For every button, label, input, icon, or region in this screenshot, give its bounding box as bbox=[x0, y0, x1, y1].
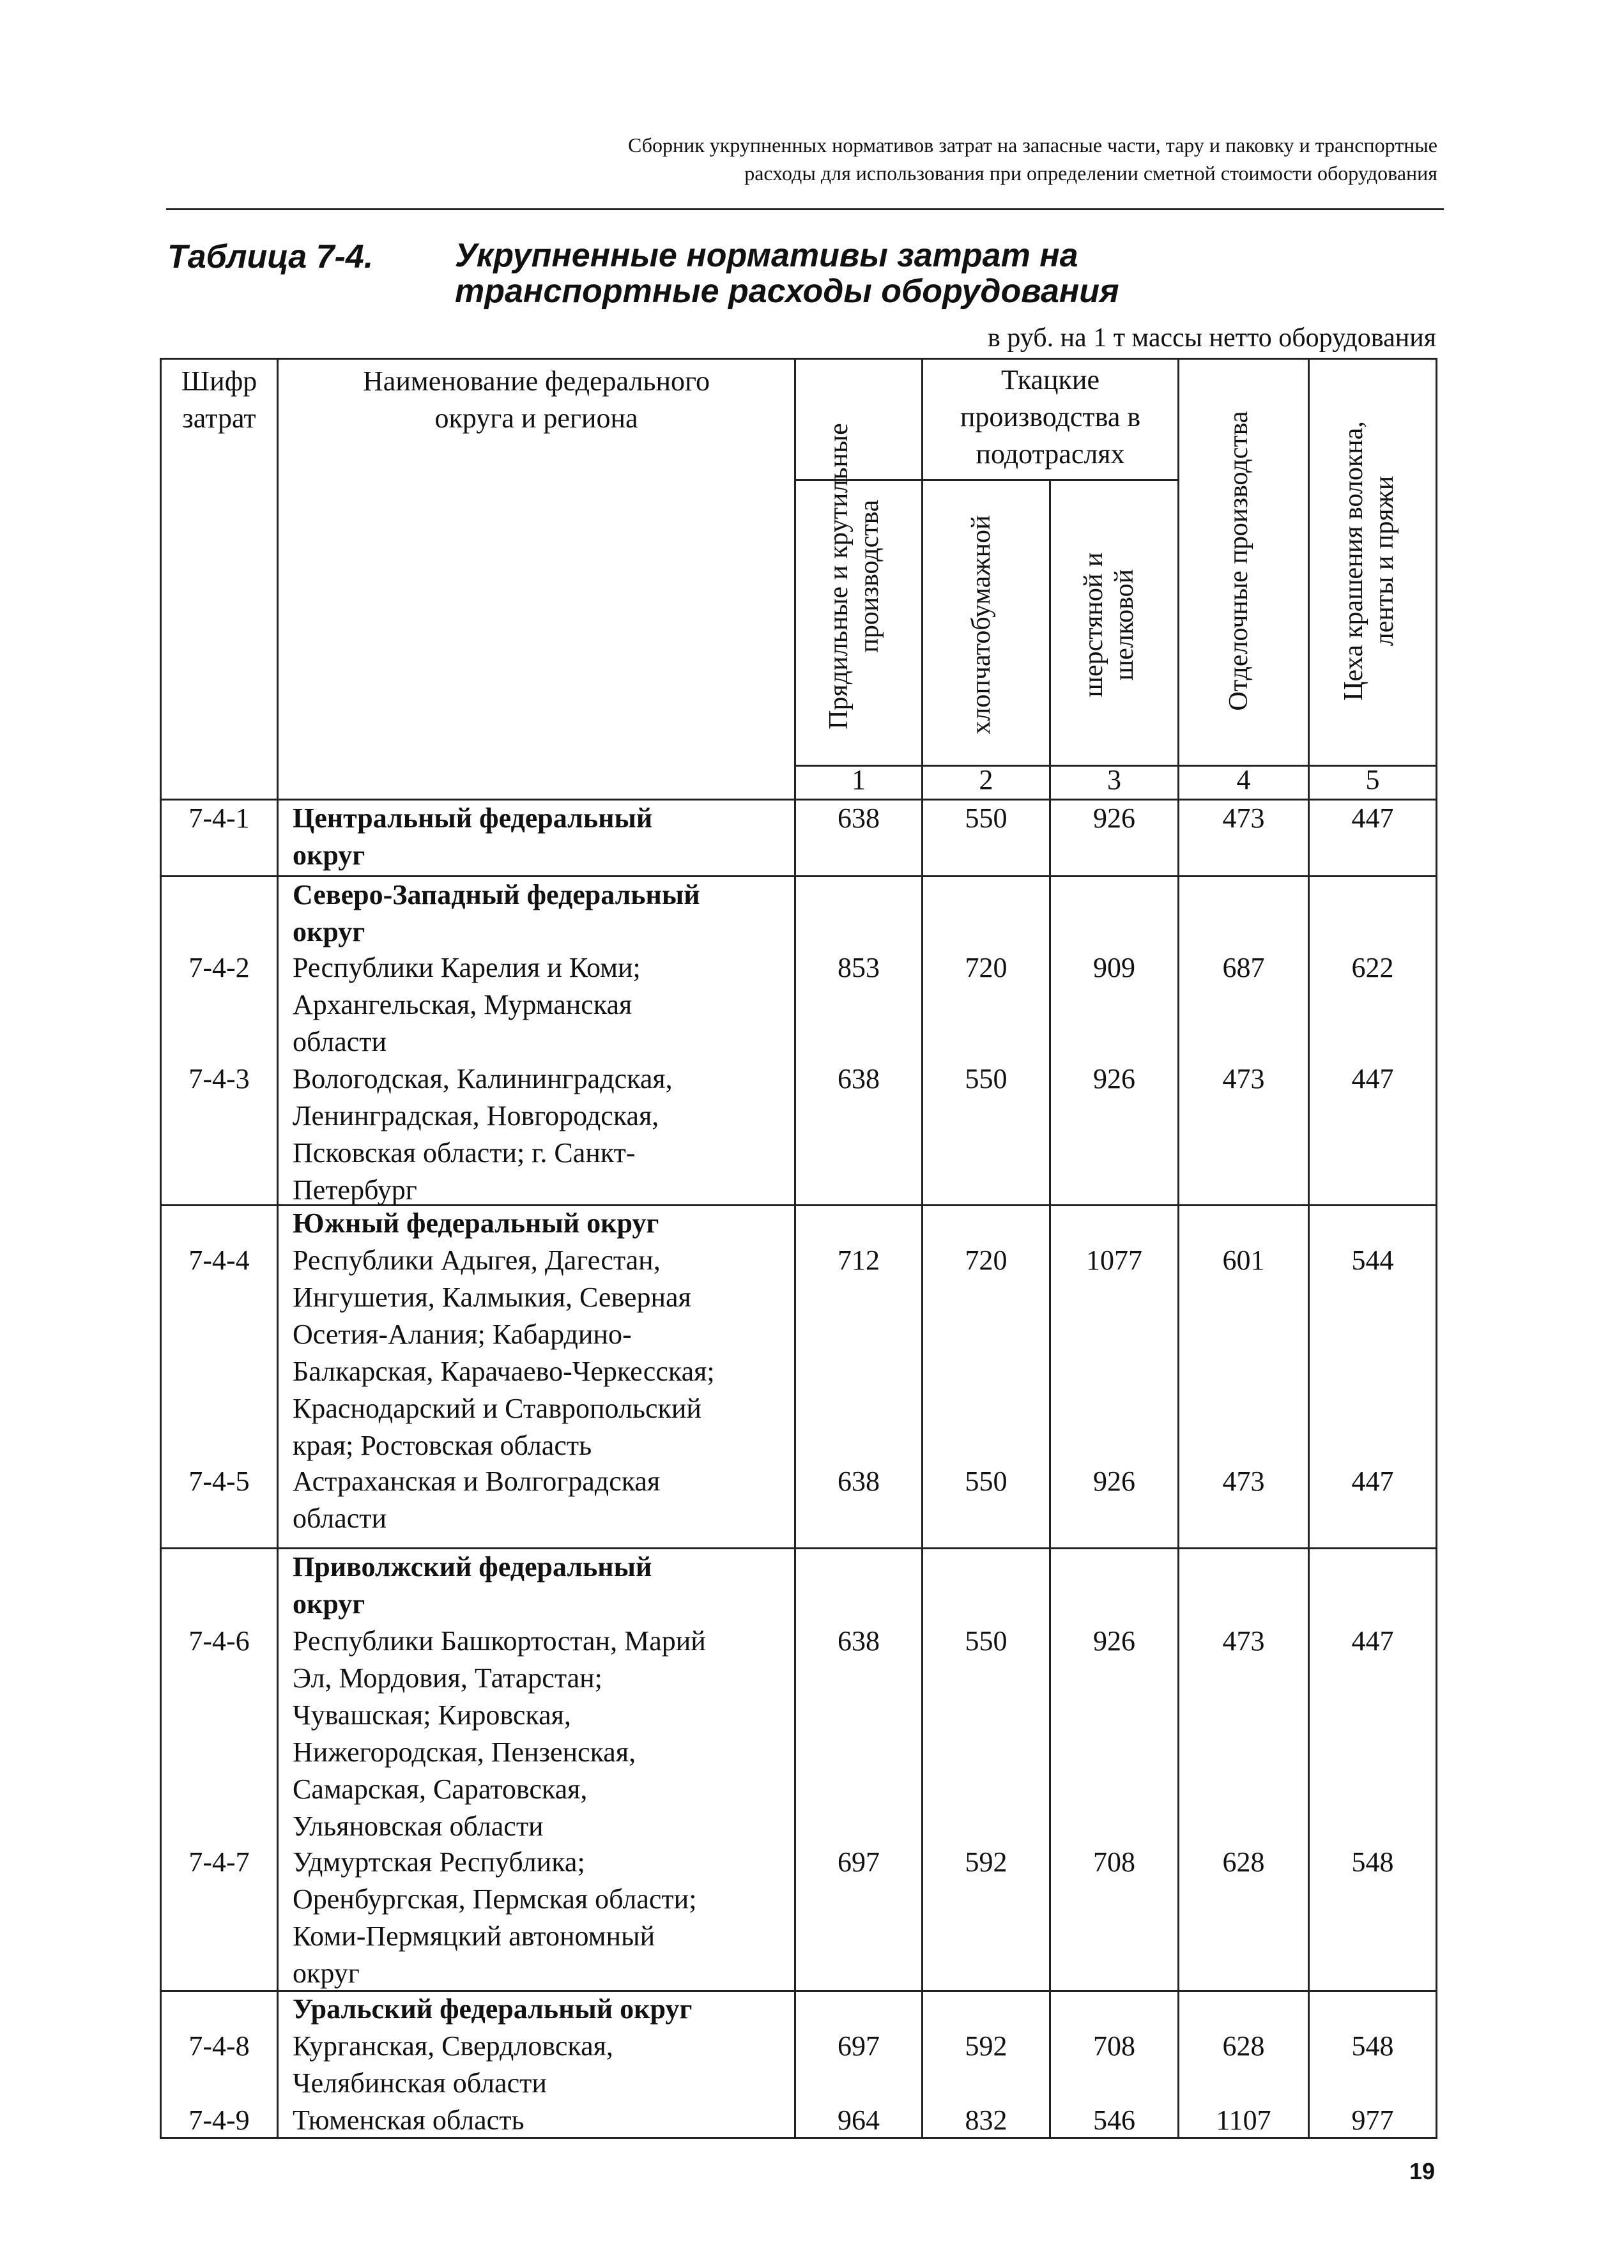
row-code: 7-4-2 bbox=[188, 952, 250, 983]
row-value: 977 bbox=[1351, 2104, 1394, 2136]
column-header-weaving: Ткацкие производства в подотраслях bbox=[960, 364, 1141, 470]
row-value: 926 bbox=[1093, 802, 1135, 834]
column-number: 3 bbox=[1107, 764, 1121, 795]
row-value: 926 bbox=[1093, 1625, 1135, 1657]
column-number: 1 bbox=[852, 764, 866, 795]
row-value: 548 bbox=[1351, 2030, 1394, 2062]
column-header-spinning: Прядильные и крутильные производства bbox=[824, 423, 884, 730]
row-value: 720 bbox=[965, 1245, 1007, 1276]
row-value: 1077 bbox=[1086, 1245, 1142, 1276]
row-value: 708 bbox=[1093, 2030, 1135, 2062]
row-value: 473 bbox=[1222, 1466, 1265, 1497]
column-header-wool-silk: шерстяной и шелковой bbox=[1079, 552, 1139, 698]
row-value: 638 bbox=[838, 802, 880, 834]
data-table bbox=[160, 358, 1437, 2139]
column-header-finishing: Отделочные производства bbox=[1224, 411, 1253, 711]
row-code: 7-4-6 bbox=[188, 1625, 250, 1657]
row-code: 7-4-4 bbox=[188, 1245, 250, 1276]
row-value: 548 bbox=[1351, 1846, 1394, 1878]
row-value: 622 bbox=[1351, 952, 1394, 983]
row-code: 7-4-8 bbox=[188, 2030, 250, 2062]
district-heading: Северо-Западный федеральный округ bbox=[293, 879, 700, 947]
row-value: 853 bbox=[838, 952, 880, 983]
table-label: Таблица 7-4. bbox=[167, 238, 374, 275]
row-value: 697 bbox=[838, 2030, 880, 2062]
district-heading: Южный федеральный округ bbox=[293, 1207, 659, 1239]
row-value: 712 bbox=[838, 1245, 880, 1276]
row-value: 697 bbox=[838, 1846, 880, 1878]
units-note: в руб. на 1 т массы нетто оборудования bbox=[987, 323, 1436, 353]
row-name: Вологодская, Калининградская, Ленинградская, Новгородская, Псковская области; г. Санкт- Петербург bbox=[293, 1063, 673, 1206]
header-line-1: Сборник укрупненных нормативов затрат на запасные части, тару и паковку и транспортные bbox=[627, 134, 1437, 157]
row-code: 7-4-9 bbox=[188, 2104, 250, 2136]
column-number: 5 bbox=[1365, 764, 1380, 795]
row-value: 546 bbox=[1093, 2104, 1135, 2136]
row-code: 7-4-1 bbox=[188, 802, 250, 834]
row-value: 473 bbox=[1222, 1625, 1265, 1657]
row-value: 447 bbox=[1351, 1063, 1394, 1094]
column-header-name: Наименование федерального округа и региона bbox=[363, 365, 710, 434]
row-value: 628 bbox=[1222, 2030, 1265, 2062]
row-value: 550 bbox=[965, 1625, 1007, 1657]
column-header-dyeing: Цеха крашения волокна, ленты и пряжи bbox=[1339, 421, 1399, 701]
table-title: Укрупненные нормативы затрат на транспортные расходы оборудования bbox=[455, 237, 1119, 310]
row-value: 926 bbox=[1093, 1063, 1135, 1094]
row-value: 638 bbox=[838, 1625, 880, 1657]
row-name: Центральный федеральный округ bbox=[293, 802, 653, 871]
row-code: 7-4-5 bbox=[188, 1466, 250, 1497]
column-header-code: Шифр затрат bbox=[181, 365, 257, 434]
row-value: 473 bbox=[1222, 1063, 1265, 1094]
row-value: 832 bbox=[965, 2104, 1007, 2136]
row-name: Республики Башкортостан, Марий Эл, Мордовия, Татарстан; Чувашская; Кировская, Нижегородская, Пензенская, Самарская, Саратовская, Ульяновская области bbox=[293, 1625, 706, 1842]
row-name: Курганская, Свердловская, Челябинская области bbox=[293, 2030, 613, 2099]
district-heading: Уральский федеральный округ bbox=[293, 1993, 693, 2025]
row-name: Республики Адыгея, Дагестан, Ингушетия, Калмыкия, Северная Осетия-Алания; Кабардино- Балкарская, Карачаево-Черкесская; Краснодарский и Ставропольский края; Ростовская область bbox=[293, 1245, 715, 1461]
row-value: 638 bbox=[838, 1466, 880, 1497]
row-value: 447 bbox=[1351, 1625, 1394, 1657]
row-value: 447 bbox=[1351, 1466, 1394, 1497]
row-code: 7-4-7 bbox=[188, 1846, 250, 1878]
row-name: Республики Карелия и Коми; Архангельская, Мурманская области bbox=[293, 952, 641, 1057]
header-line-2: расходы для использования при определении сметной стоимости оборудования bbox=[744, 162, 1437, 185]
row-value: 1107 bbox=[1216, 2104, 1271, 2136]
row-value: 638 bbox=[838, 1063, 880, 1094]
row-value: 550 bbox=[965, 1466, 1007, 1497]
row-value: 550 bbox=[965, 802, 1007, 834]
row-value: 964 bbox=[838, 2104, 880, 2136]
row-code: 7-4-3 bbox=[188, 1063, 250, 1094]
row-value: 687 bbox=[1222, 952, 1265, 983]
row-value: 544 bbox=[1351, 1245, 1394, 1276]
row-value: 592 bbox=[965, 2030, 1007, 2062]
row-value: 447 bbox=[1351, 802, 1394, 834]
column-number: 4 bbox=[1236, 764, 1251, 795]
column-number: 2 bbox=[979, 764, 993, 795]
district-heading: Приволжский федеральный округ bbox=[293, 1551, 652, 1620]
row-value: 926 bbox=[1093, 1466, 1135, 1497]
page-number: 19 bbox=[1409, 2158, 1435, 2184]
row-name: Удмуртская Республика; Оренбургская, Пермская области; Коми-Пермяцкий автономный округ bbox=[293, 1846, 697, 1989]
row-value: 909 bbox=[1093, 952, 1135, 983]
row-value: 601 bbox=[1222, 1245, 1265, 1276]
row-value: 592 bbox=[965, 1846, 1007, 1878]
row-value: 550 bbox=[965, 1063, 1007, 1094]
row-name: Тюменская область bbox=[293, 2104, 525, 2136]
row-value: 708 bbox=[1093, 1846, 1135, 1878]
row-name: Астраханская и Волгоградская области bbox=[293, 1466, 661, 1534]
column-header-cotton: хлопчатобумажной bbox=[967, 515, 996, 735]
row-value: 628 bbox=[1222, 1846, 1265, 1878]
document-header bbox=[0, 131, 1437, 187]
row-value: 720 bbox=[965, 952, 1007, 983]
header-divider bbox=[166, 208, 1444, 210]
row-value: 473 bbox=[1222, 802, 1265, 834]
